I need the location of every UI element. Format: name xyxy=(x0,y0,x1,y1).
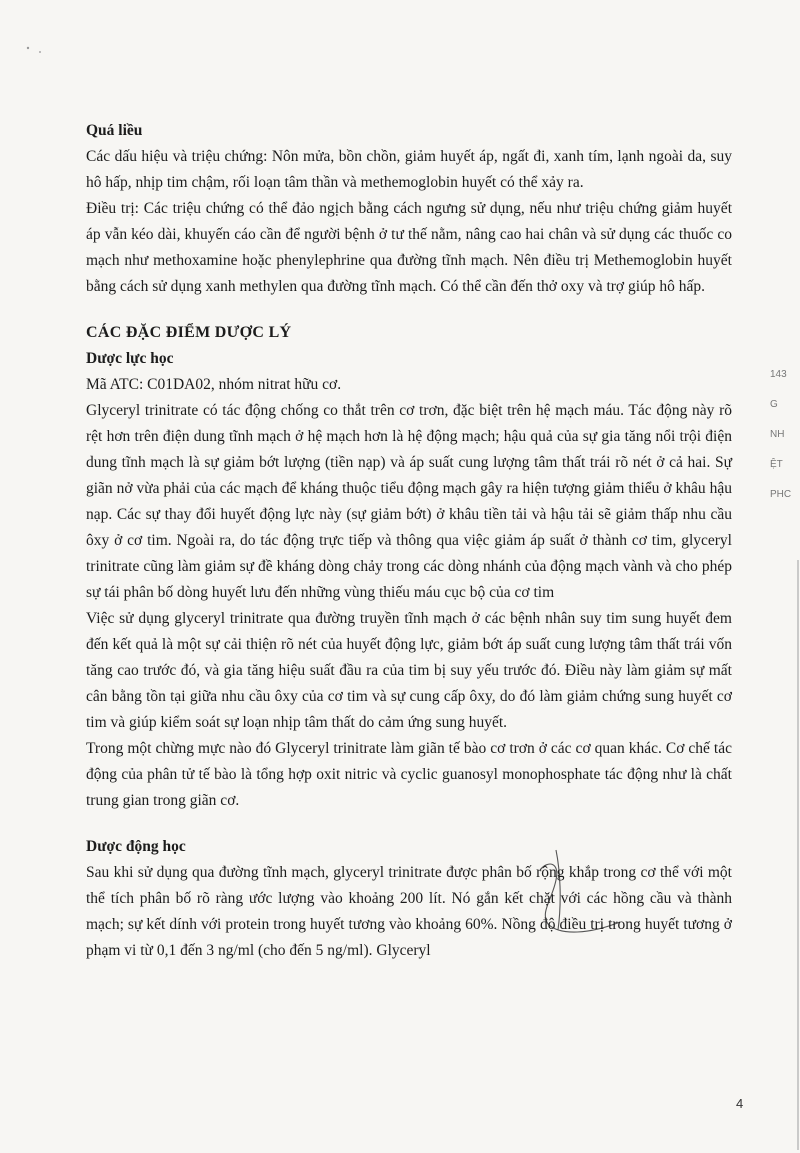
scan-dot xyxy=(27,47,29,49)
pharmacology-section xyxy=(86,320,732,964)
document-body xyxy=(86,118,732,964)
page-number: 4 xyxy=(736,1096,744,1111)
stamp-line: ỆT xyxy=(770,459,783,470)
pharmacokinetics-paragraph: Sau khi sử dụng qua đường tĩnh mạch, glyceryl trinitrate được phân bố rộng khắp trong cơ thể với một thể tích phân bố rõ ràng ước lượng vào khoảng 200 lít. Nó gắn kết chặt với các hồng cầu và thành mạch; sự kết dính với protein trong huyết tương vào khoảng 60%. Nồng độ điều trị trong huyết tương ở phạm vi từ 0,1 đến 3 ng/ml (cho đến 5 ng/ml). Glyceryl xyxy=(86,864,732,959)
pharmacokinetics-heading: Dược động học xyxy=(86,838,186,855)
overdose-treatment-paragraph: Điều trị: Các triệu chứng có thể đảo ngịch bằng cách ngưng sử dụng, nếu như triệu chứng giảm huyết áp vẫn kéo dài, khuyến cáo cần để người bệnh ở tư thế nằm, nâng cao hai chân và sử dụng các thuốc co mạch như methoxamine hoặc phenylephrine qua đường tĩnh mạch. Nên điều trị Methemoglobin huyết bằng cách sử dụng xanh methylen qua đường tĩnh mạch. Có thể cần đến thở oxy và trợ giúp hô hấp. xyxy=(86,200,732,295)
pharmacodynamics-paragraph: Việc sử dụng glyceryl trinitrate qua đường truyền tĩnh mạch ở các bệnh nhân suy tim sung huyết đem đến kết quả là một sự cải thiện rõ nét của huyết động lực, giảm bớt áp suất cung lượng tâm thất trái vốn tăng cao trước đó, và gia tăng hiệu suất đầu ra của tim bị suy yếu trước đó. Điều này làm giảm sự mất cân bằng tồn tại giữa nhu cầu ôxy của cơ tim và sự cung cấp ôxy, do đó làm giảm chứng sung huyết cơ tim và giúp kiểm soát sự loạn nhịp tâm thất do cảm ứng sung huyết. xyxy=(86,610,732,731)
margin-stamp xyxy=(770,360,800,520)
stamp-line: PHC xyxy=(770,489,792,500)
stamp-line: NH xyxy=(770,429,785,440)
pharmacodynamics-heading: Dược lực học xyxy=(86,350,174,367)
pharmacology-title: CÁC ĐẶC ĐIỂM DƯỢC LÝ xyxy=(86,324,292,341)
atc-code-paragraph: Mã ATC: C01DA02, nhóm nitrat hữu cơ. xyxy=(86,376,342,393)
pharmacodynamics-paragraph: Trong một chừng mực nào đó Glyceryl trinitrate làm giãn tế bào cơ trơn ở các cơ quan khác. Cơ chế tác động của phân tử tế bào là tổng hợp oxit nitric và cyclic guanosyl monophosphate tác động như là chất trung gian trong giãn cơ. xyxy=(86,740,732,809)
stamp-line: G xyxy=(770,399,778,410)
pharmacodynamics-block xyxy=(86,346,732,814)
overdose-heading: Quá liều xyxy=(86,122,143,139)
overdose-symptoms-paragraph: Các dấu hiệu và triệu chứng: Nôn mửa, bồn chồn, giảm huyết áp, ngất đi, xanh tím, lạnh ngoài da, suy hô hấp, nhịp tim chậm, rối loạn tâm thần và methemoglobin huyết có thể xảy ra. xyxy=(86,148,732,191)
overdose-section xyxy=(86,118,732,300)
pharmacokinetics-block xyxy=(86,834,732,964)
stamp-line: 143 xyxy=(770,369,787,380)
pharmacodynamics-paragraph: Glyceryl trinitrate có tác động chống co thắt trên cơ trơn, đặc biệt trên hệ mạch máu. Tác động này rõ rệt hơn trên điện dung tĩnh mạch ở hệ mạch hơn là hệ động mạch; hậu quả của sự gia tăng nổi trội điện dung tĩnh mạch là sự giảm bớt lượng (tiền nạp) và áp suất cung lượng tâm thất trái rõ nét ở cả hai. Sự giãn nở vừa phải của các mạch để kháng thuộc tiểu động mạch gây ra hiện tượng giảm thiểu ở khâu hậu nạp. Các sự thay đổi huyết động lực này (sự giảm bớt) ở khâu tiền tải và hậu tải sẽ giảm thấp nhu cầu ôxy ở cơ tim. Ngoài ra, do tác động trực tiếp và thông qua việc giảm áp suất ở thành cơ tim, glyceryl trinitrate cũng làm giảm sự đề kháng dòng chảy trong các dòng nhánh của động mạch vành và cho phép sự tái phân bố dòng huyết lưu đến những vùng thiếu máu cục bộ của cơ tim xyxy=(86,402,732,601)
scan-dot xyxy=(39,51,41,53)
